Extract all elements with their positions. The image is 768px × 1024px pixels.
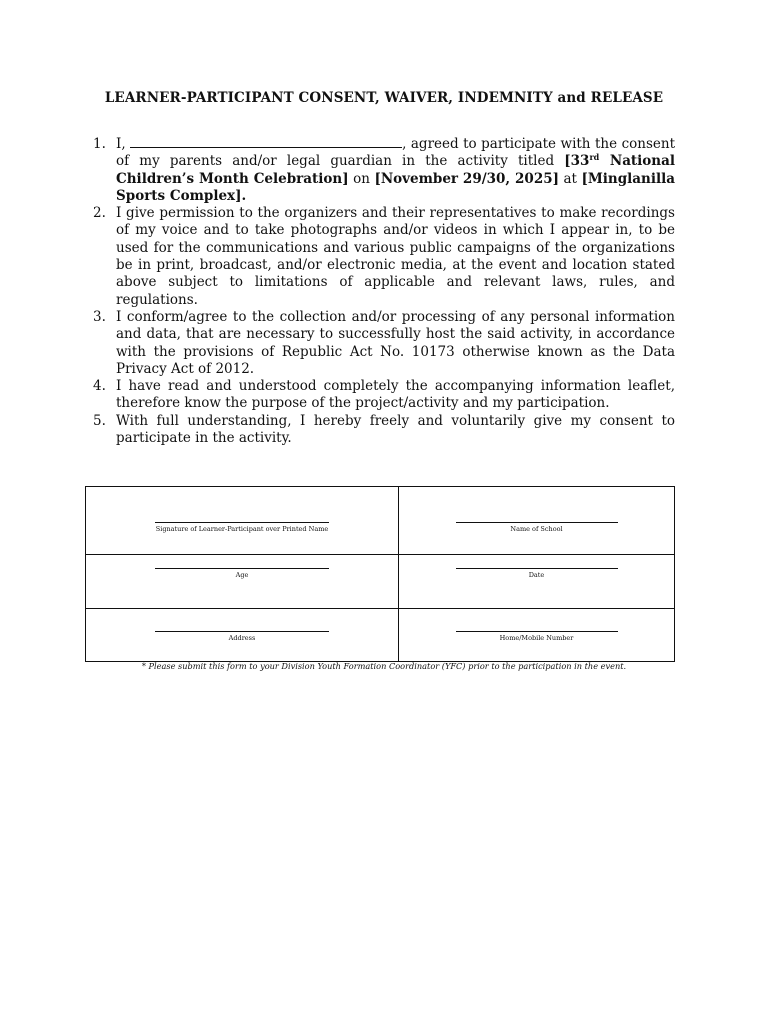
clause-3 bbox=[93, 309, 675, 378]
signature-table bbox=[85, 486, 675, 662]
clause-2 bbox=[93, 205, 675, 309]
table-row bbox=[86, 487, 675, 555]
on-connector: on bbox=[348, 170, 375, 187]
clause-text: With full understanding, I hereby freely and voluntarily give my consent to participate in the activity. bbox=[116, 412, 675, 447]
phone-label: Home/Mobile Number bbox=[499, 634, 574, 642]
clause-number: 5. bbox=[93, 412, 106, 429]
address-line[interactable] bbox=[155, 631, 329, 632]
clause-number: 1. bbox=[93, 136, 106, 152]
clause-text: I have read and understood completely the accompanying information leaflet, therefore know the purpose of the project/activity and my participation. bbox=[116, 378, 675, 412]
clause-1 bbox=[93, 136, 675, 205]
age-line[interactable] bbox=[155, 568, 329, 569]
signature-label: Signature of Learner-Participant over Printed Name bbox=[155, 525, 329, 533]
clause-prefix: I, bbox=[116, 136, 131, 152]
phone-cell[interactable] bbox=[399, 609, 675, 662]
activity-title-rest: National Children’s Month Celebration] bbox=[116, 153, 675, 187]
date-label: Date bbox=[528, 571, 545, 579]
activity-title-open: [33 bbox=[564, 153, 590, 170]
consent-clauses bbox=[93, 136, 675, 447]
school-cell[interactable] bbox=[399, 487, 675, 555]
date-cell[interactable] bbox=[399, 555, 675, 609]
date-line[interactable] bbox=[456, 568, 618, 569]
address-cell[interactable] bbox=[86, 609, 399, 662]
clause-text: I give permission to the organizers and their representatives to make recordings of my voice and to take photographs and/or videos in which I appear in, to be used for the communications and various public campaigns of the organizations be in print, broadcast, and/or electronic media, at the event and location stated above subject to limitations of applicable and relevant laws, rules, and regulations. bbox=[116, 205, 675, 308]
submission-footnote: * Please submit this form to your Division Youth Formation Coordinator (YFC) prior to the participation in the event. bbox=[141, 661, 627, 671]
clause-text bbox=[116, 136, 675, 205]
clause-number: 3. bbox=[93, 308, 106, 325]
clause-body: , agreed to participate with the consent of my parents and/or legal guardian in the activity titled bbox=[116, 136, 675, 170]
clause-5 bbox=[93, 413, 675, 448]
school-label: Name of School bbox=[510, 525, 563, 533]
signature-line[interactable] bbox=[155, 522, 329, 523]
clause-4 bbox=[93, 378, 675, 413]
age-label: Age bbox=[235, 571, 249, 579]
ordinal-suffix: rd bbox=[589, 152, 600, 163]
phone-line[interactable] bbox=[456, 631, 618, 632]
school-line[interactable] bbox=[456, 522, 618, 523]
age-cell[interactable] bbox=[86, 555, 399, 609]
at-connector: at bbox=[559, 170, 582, 187]
activity-venue: [Minglanilla Sports Complex]. bbox=[116, 170, 676, 204]
address-label: Address bbox=[228, 634, 256, 642]
activity-date: [November 29/30, 2025] bbox=[374, 170, 559, 187]
participant-name-blank[interactable] bbox=[130, 136, 402, 148]
table-row bbox=[86, 555, 675, 609]
clause-text: I conform/agree to the collection and/or processing of any personal information and data, that are necessary to successfully host the said activity, in accordance with the provisions of Republic Act No. 10173 otherwise known as the Data Privacy Act of 2012. bbox=[116, 308, 675, 377]
table-row bbox=[86, 609, 675, 662]
page-title: LEARNER-PARTICIPANT CONSENT, WAIVER, INDEMNITY and RELEASE bbox=[104, 90, 664, 106]
clause-number: 2. bbox=[93, 205, 106, 222]
signature-cell[interactable] bbox=[86, 487, 399, 555]
clause-number: 4. bbox=[93, 378, 106, 395]
